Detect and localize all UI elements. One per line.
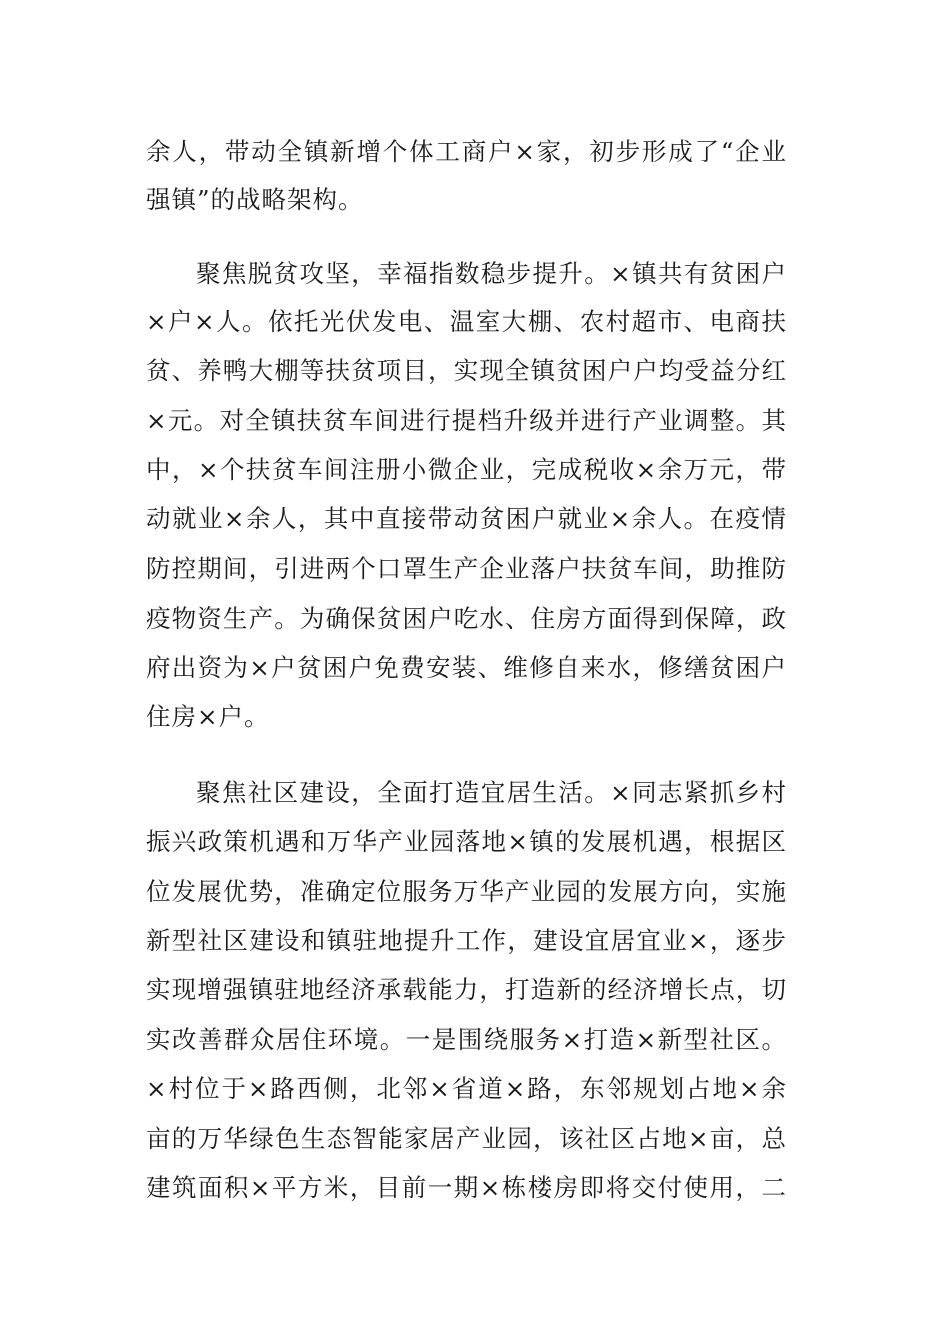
text-line: 新型社区建设和镇驻地提升工作，建设宜居宜业×，逐步 xyxy=(146,926,786,955)
text-line: ×元。对全镇扶贫车间进行提档升级并进行产业调整。其 xyxy=(146,406,786,435)
text-line: 贫、养鸭大棚等扶贫项目，实现全镇贫困户户均受益分红 xyxy=(146,356,786,385)
text-line: 余人，带动全镇新增个体工商户×家，初步形成了“企业 xyxy=(146,137,786,166)
text-line: 位发展优势，准确定位服务万华产业园的发展方向，实施 xyxy=(146,877,786,906)
text-line: 振兴政策机遇和万华产业园落地×镇的发展机遇，根据区 xyxy=(146,827,786,856)
text-line: 防控期间，引进两个口罩生产企业落户扶贫车间，助推防 xyxy=(146,554,786,583)
paragraph-first-line: 聚焦社区建设，全面打造宜居生活。×同志紧抓乡村 xyxy=(196,778,786,807)
paragraph-first-line: 聚焦脱贫攻坚，幸福指数稳步提升。×镇共有贫困户 xyxy=(196,259,786,288)
text-line: 建筑面积×平方米，目前一期×栋楼房即将交付使用，二 xyxy=(146,1173,786,1202)
text-line: 中，×个扶贫车间注册小微企业，完成税收×余万元，带 xyxy=(146,455,786,484)
text-line: 实现增强镇驻地经济承载能力，打造新的经济增长点，切 xyxy=(146,975,786,1004)
text-line: 住房×户。 xyxy=(146,702,270,731)
text-line: 亩的万华绿色生态智能家居产业园，该社区占地×亩，总 xyxy=(146,1124,786,1153)
text-line: 疫物资生产。为确保贫困户吃水、住房方面得到保障，政 xyxy=(146,604,786,633)
text-line: 府出资为×户贫困户免费安装、维修自来水，修缮贫困户 xyxy=(146,653,786,682)
text-line: ×户×人。依托光伏发电、温室大棚、农村超市、电商扶 xyxy=(146,307,786,336)
text-line: ×村位于×路西侧，北邻×省道×路，东邻规划占地×余 xyxy=(146,1074,786,1103)
text-line: 动就业×余人，其中直接带动贫困户就业×余人。在疫情 xyxy=(146,504,786,533)
text-line: 实改善群众居住环境。一是围绕服务×打造×新型社区。 xyxy=(146,1025,786,1054)
text-line: 强镇”的战略架构。 xyxy=(146,185,364,214)
